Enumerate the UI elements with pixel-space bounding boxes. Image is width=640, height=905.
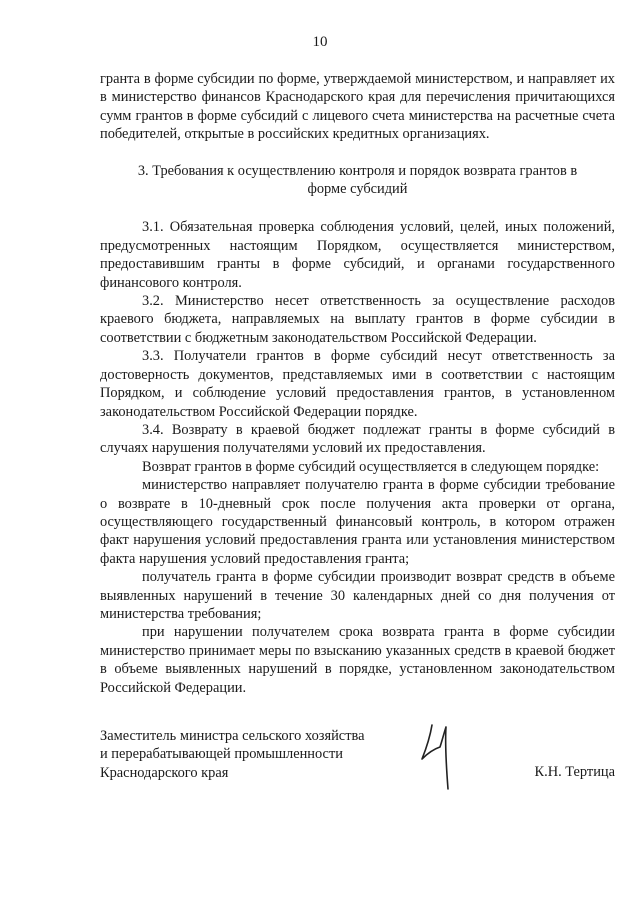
paragraph-ministry-demand: министерство направляет получателю гранта в форме субсидии требование о возврате в 10-дневный срок после получения акта проверки от органа, осуществляющего государственный финансовый контроль, в котором отражен факт нарушения условий предоставления гранта или установления министерством факта нарушения условий предоставления гранта;	[100, 477, 615, 567]
signatory-title-line: Заместитель министра сельского хозяйства	[100, 728, 365, 744]
signatory-name: К.Н. Тертица	[534, 764, 615, 780]
signatory-title-line: Краснодарского края	[100, 764, 229, 781]
paragraph-3-3: 3.3. Получатели грантов в форме субсидий несут ответственность за достоверность документов, представляемых ими в соответствии с настоящим Порядком, и соблюдение условий предоставления грантов, в установленном законодательством Российской Федерации порядке.	[100, 348, 615, 420]
paragraph-3-2: 3.2. Министерство несет ответственность за осуществление расходов краевого бюджета, направляемых на выплату грантов в форме субсидии в соответствии с бюджетным законодательством Российской Федерации.	[100, 293, 615, 346]
paragraph-violation-measures: при нарушении получателем срока возврата гранта в форме субсидии министерство принимает меры по взысканию указанных средств в краевой бюджет в объеме выявленных нарушений в порядке, установленном законодательством Российской Федерации.	[100, 624, 615, 696]
signatory-title-line: и перерабатывающей промышленности	[100, 746, 343, 763]
handwritten-signature	[418, 719, 462, 799]
document-body	[100, 70, 615, 697]
section-heading: 3. Требования к осуществлению контроля и порядок возврата грантов в форме субсидий	[137, 162, 578, 198]
signatory-title	[100, 727, 400, 782]
paragraph-return-order: Возврат грантов в форме субсидий осуществляется в следующем порядке:	[142, 458, 600, 475]
paragraph-recipient-return: получатель гранта в форме субсидии производит возврат средств в объеме выявленных нарушений в течение 30 календарных дней со дня получения от министерства требования;	[100, 569, 615, 622]
paragraph-continuation: гранта в форме субсидии по форме, утверждаемой министерством, и направляет их в министерство финансов Краснодарского края для перечисления причитающихся сумм грантов в форме субсидий с лицевого счета министерства на расчетные счета победителей, открытые в российских кредитных организациях.	[100, 71, 615, 143]
signature-block	[100, 727, 615, 782]
page-number: 10	[312, 34, 328, 50]
paragraph-3-1: 3.1. Обязательная проверка соблюдения условий, целей, иных положений, предусмотренных настоящим Порядком, осуществляется министерством, предоставившим гранты в форме субсидий, и органами государственного финансового контроля.	[100, 219, 615, 291]
paragraph-3-4: 3.4. Возврату в краевой бюджет подлежат гранты в форме субсидий в случаях нарушения получателями условий их предоставления.	[100, 421, 615, 457]
